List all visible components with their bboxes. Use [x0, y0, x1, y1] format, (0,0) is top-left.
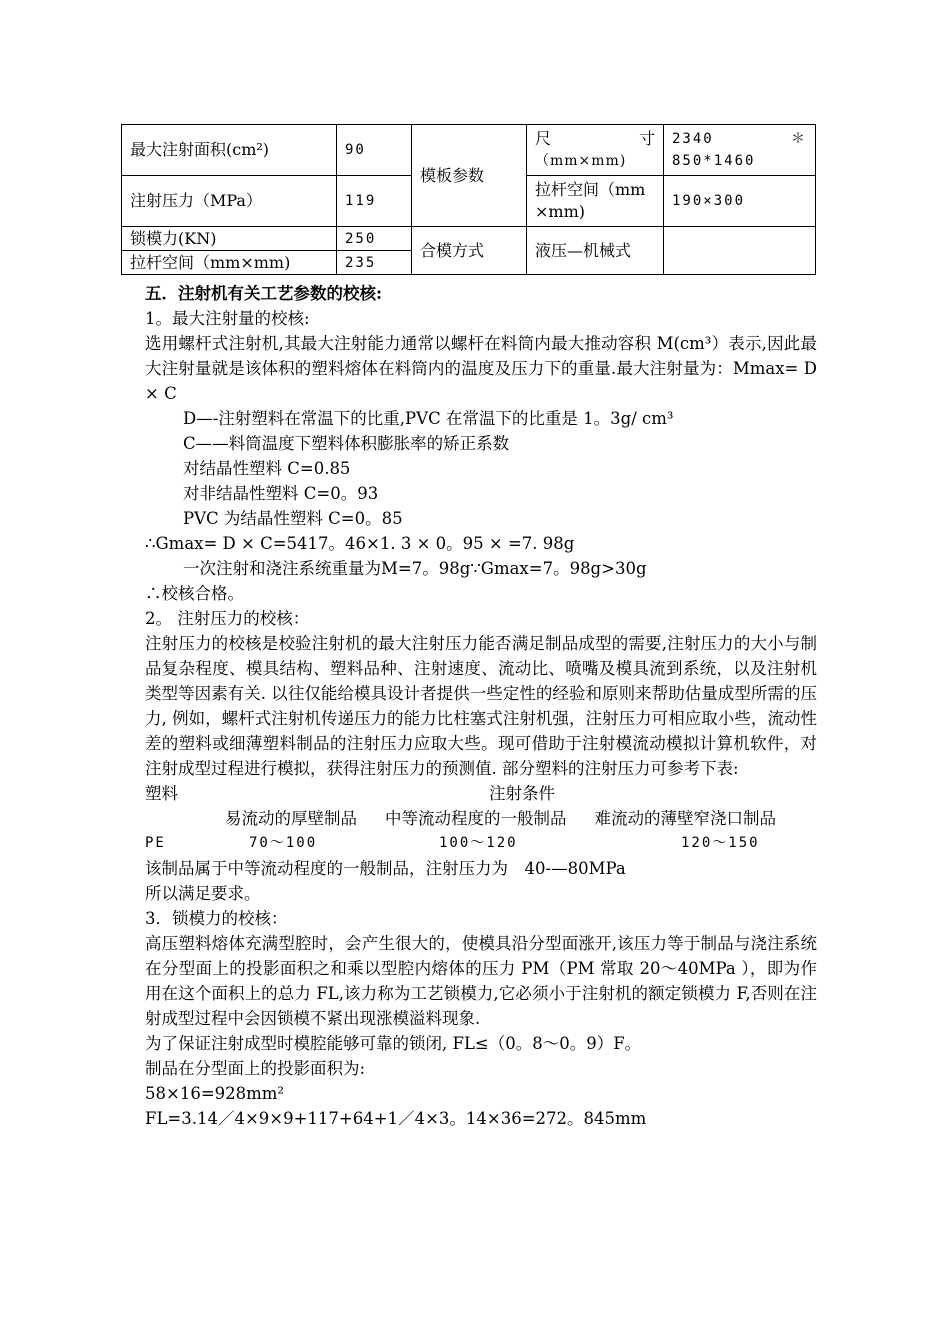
cell-empty	[664, 227, 816, 275]
s1-ok: ∴校核合格。	[145, 584, 244, 603]
s3-lock-condition: 为了保证注射成型时模腔能够可靠的锁闭, FL≤（0。8～0。9）F。	[145, 1034, 642, 1053]
s1-paragraph	[145, 331, 817, 406]
s3-area-intro: 制品在分型面上的投影面积为:	[145, 1059, 366, 1078]
cell-injection-pressure-label: 注射压力（MPa）	[122, 176, 337, 227]
document-body	[145, 281, 817, 1131]
cell-tie-bar-space-value: 190×300	[664, 176, 816, 227]
cell-max-injection-area-value: 90	[337, 125, 412, 176]
s2-table-h-plastic: 塑料	[145, 784, 178, 803]
injection-machine-spec-table	[121, 124, 816, 275]
cell-tie-bar-space-label-line1: 拉杆空间（mm	[535, 180, 646, 199]
s3-title: 3．锁模力的校核：	[145, 909, 288, 928]
s3-fl-formula: FL=3.14／4×9×9+117+64+1／4×3。14×36=272。845mm	[145, 1109, 647, 1128]
s2-table-c1: 易流动的厚壁制品	[225, 809, 357, 828]
s2-table-header	[145, 781, 817, 806]
cell-clamp-force-value: 250	[337, 227, 412, 251]
s1-formula: Mmax= D × C	[145, 359, 817, 403]
cell-clamp-method-label: 合模方式	[412, 227, 527, 275]
s3-area: 58×16=928mm²	[145, 1084, 285, 1103]
s2-title: 2。 注射压力的校核：	[145, 609, 310, 628]
s2-paragraph: 注射压力的校核是校验注射机的最大注射压力能否满足制品成型的需要,注射压力的大小与制品复杂程度、模具结构、塑料品种、注射速度、流动比、喷嘴及模具流到系统，以及注射机类型等因素有关. 以往仅能给模具设计者提供一些定性的经验和原则来帮助估量成型所需的压力, 例如，螺杆式注射机传递压力的能力比柱塞式注射机强，注射压力可相应取小些，流动性差的塑料或细薄塑料制品的注射压力应取大些。现可借助于注射模流动模拟计算机软件，对注射成型过程进行模拟，获得注射压力的预测值. 部分塑料的注射压力可参考下表:	[145, 634, 817, 778]
s3-paragraph: 高压塑料熔体充满型腔时，会产生很大的，使模具沿分型面涨开,该压力等于制品与浇注系统在分型面上的投影面积之和乘以型腔内熔体的压力 PM（PM 常取 20～40MPa ），即为作用在这个面积上的总力 FL,该力称为工艺锁模力,它必须小于注射机的额定锁模力 F,否则在注射成型过程中会因锁模不紧出现涨模溢料现象.	[145, 934, 817, 1028]
s2-pe-hard: 120～150	[681, 835, 760, 851]
cell-tie-bar-space-label	[527, 176, 664, 227]
s2-table-h-conditions: 注射条件	[489, 784, 555, 803]
s1-calc: ∴Gmax= D × C=5417。46×1. 3 × 0。95 × =7. 98g	[145, 534, 575, 553]
cell-size-label	[527, 125, 664, 176]
cell-clamp-force-label: 锁模力(KN)	[122, 227, 337, 251]
cell-clamp-method-value: 液压—机械式	[527, 227, 664, 275]
s1-weight: 一次注射和浇注系统重量为M=7。98g∵Gmax=7。98g>30g	[183, 559, 647, 578]
cell-max-injection-area-label: 最大注射面积(cm²)	[122, 125, 337, 176]
cell-template-params-label: 模板参数	[412, 125, 527, 227]
cell-size-label-line2: （mm×mm)	[535, 153, 627, 169]
s2-conclusion: 该制品属于中等流动程度的一般制品，注射压力为 40-—80MPa	[145, 859, 626, 878]
cell-tie-bar-space-value-2: 235	[337, 251, 412, 275]
s2-table-c2: 中等流动程度的一般制品	[385, 809, 567, 828]
cell-injection-pressure-value: 119	[337, 176, 412, 227]
s2-table-pe-row	[145, 831, 817, 856]
s1-d-def: D—-注射塑料在常温下的比重,PVC 在常温下的比重是 1。3g/ cm³	[183, 409, 674, 428]
cell-size-value-line2: 850*1460	[672, 153, 756, 169]
cell-tie-bar-space-label-2: 拉杆空间（mm×mm)	[122, 251, 337, 275]
cell-size-value-line1: 2340 ＊	[672, 131, 807, 147]
s2-pe-medium: 100～120	[439, 835, 518, 851]
s1-c-noncrystalline: 对非结晶性塑料 C=0。93	[183, 484, 379, 503]
s1-title: 1。最大注射量的校核:	[145, 309, 310, 328]
s2-pe-label: PE	[145, 835, 166, 851]
s2-ok: 所以满足要求。	[145, 884, 261, 903]
s2-table-conditions	[145, 806, 817, 831]
cell-size-value	[664, 125, 816, 176]
s1-c-def: C——料筒温度下塑料体积膨胀率的矫正系数	[183, 434, 510, 453]
s2-pe-easy: 70～100	[249, 835, 318, 851]
s1-c-crystalline: 对结晶性塑料 C=0.85	[183, 459, 351, 478]
s1-c-pvc: PVC 为结晶性塑料 C=0。85	[183, 509, 403, 528]
cell-tie-bar-space-label-line2: ×mm)	[535, 202, 585, 221]
s1-paragraph-text: 选用螺杆式注射机,其最大注射能力通常以螺杆在料筒内最大推动容积 M(cm³）表示,因此最大注射量就是该体积的塑料熔体在料筒内的温度及压力下的重量.最大注射量为：	[145, 334, 817, 378]
s2-table-c3: 难流动的薄壁窄浇口制品	[594, 809, 776, 828]
cell-size-label-line1: 尺 寸	[535, 129, 655, 148]
section-5-heading: 五．注射机有关工艺参数的校核:	[145, 284, 383, 303]
